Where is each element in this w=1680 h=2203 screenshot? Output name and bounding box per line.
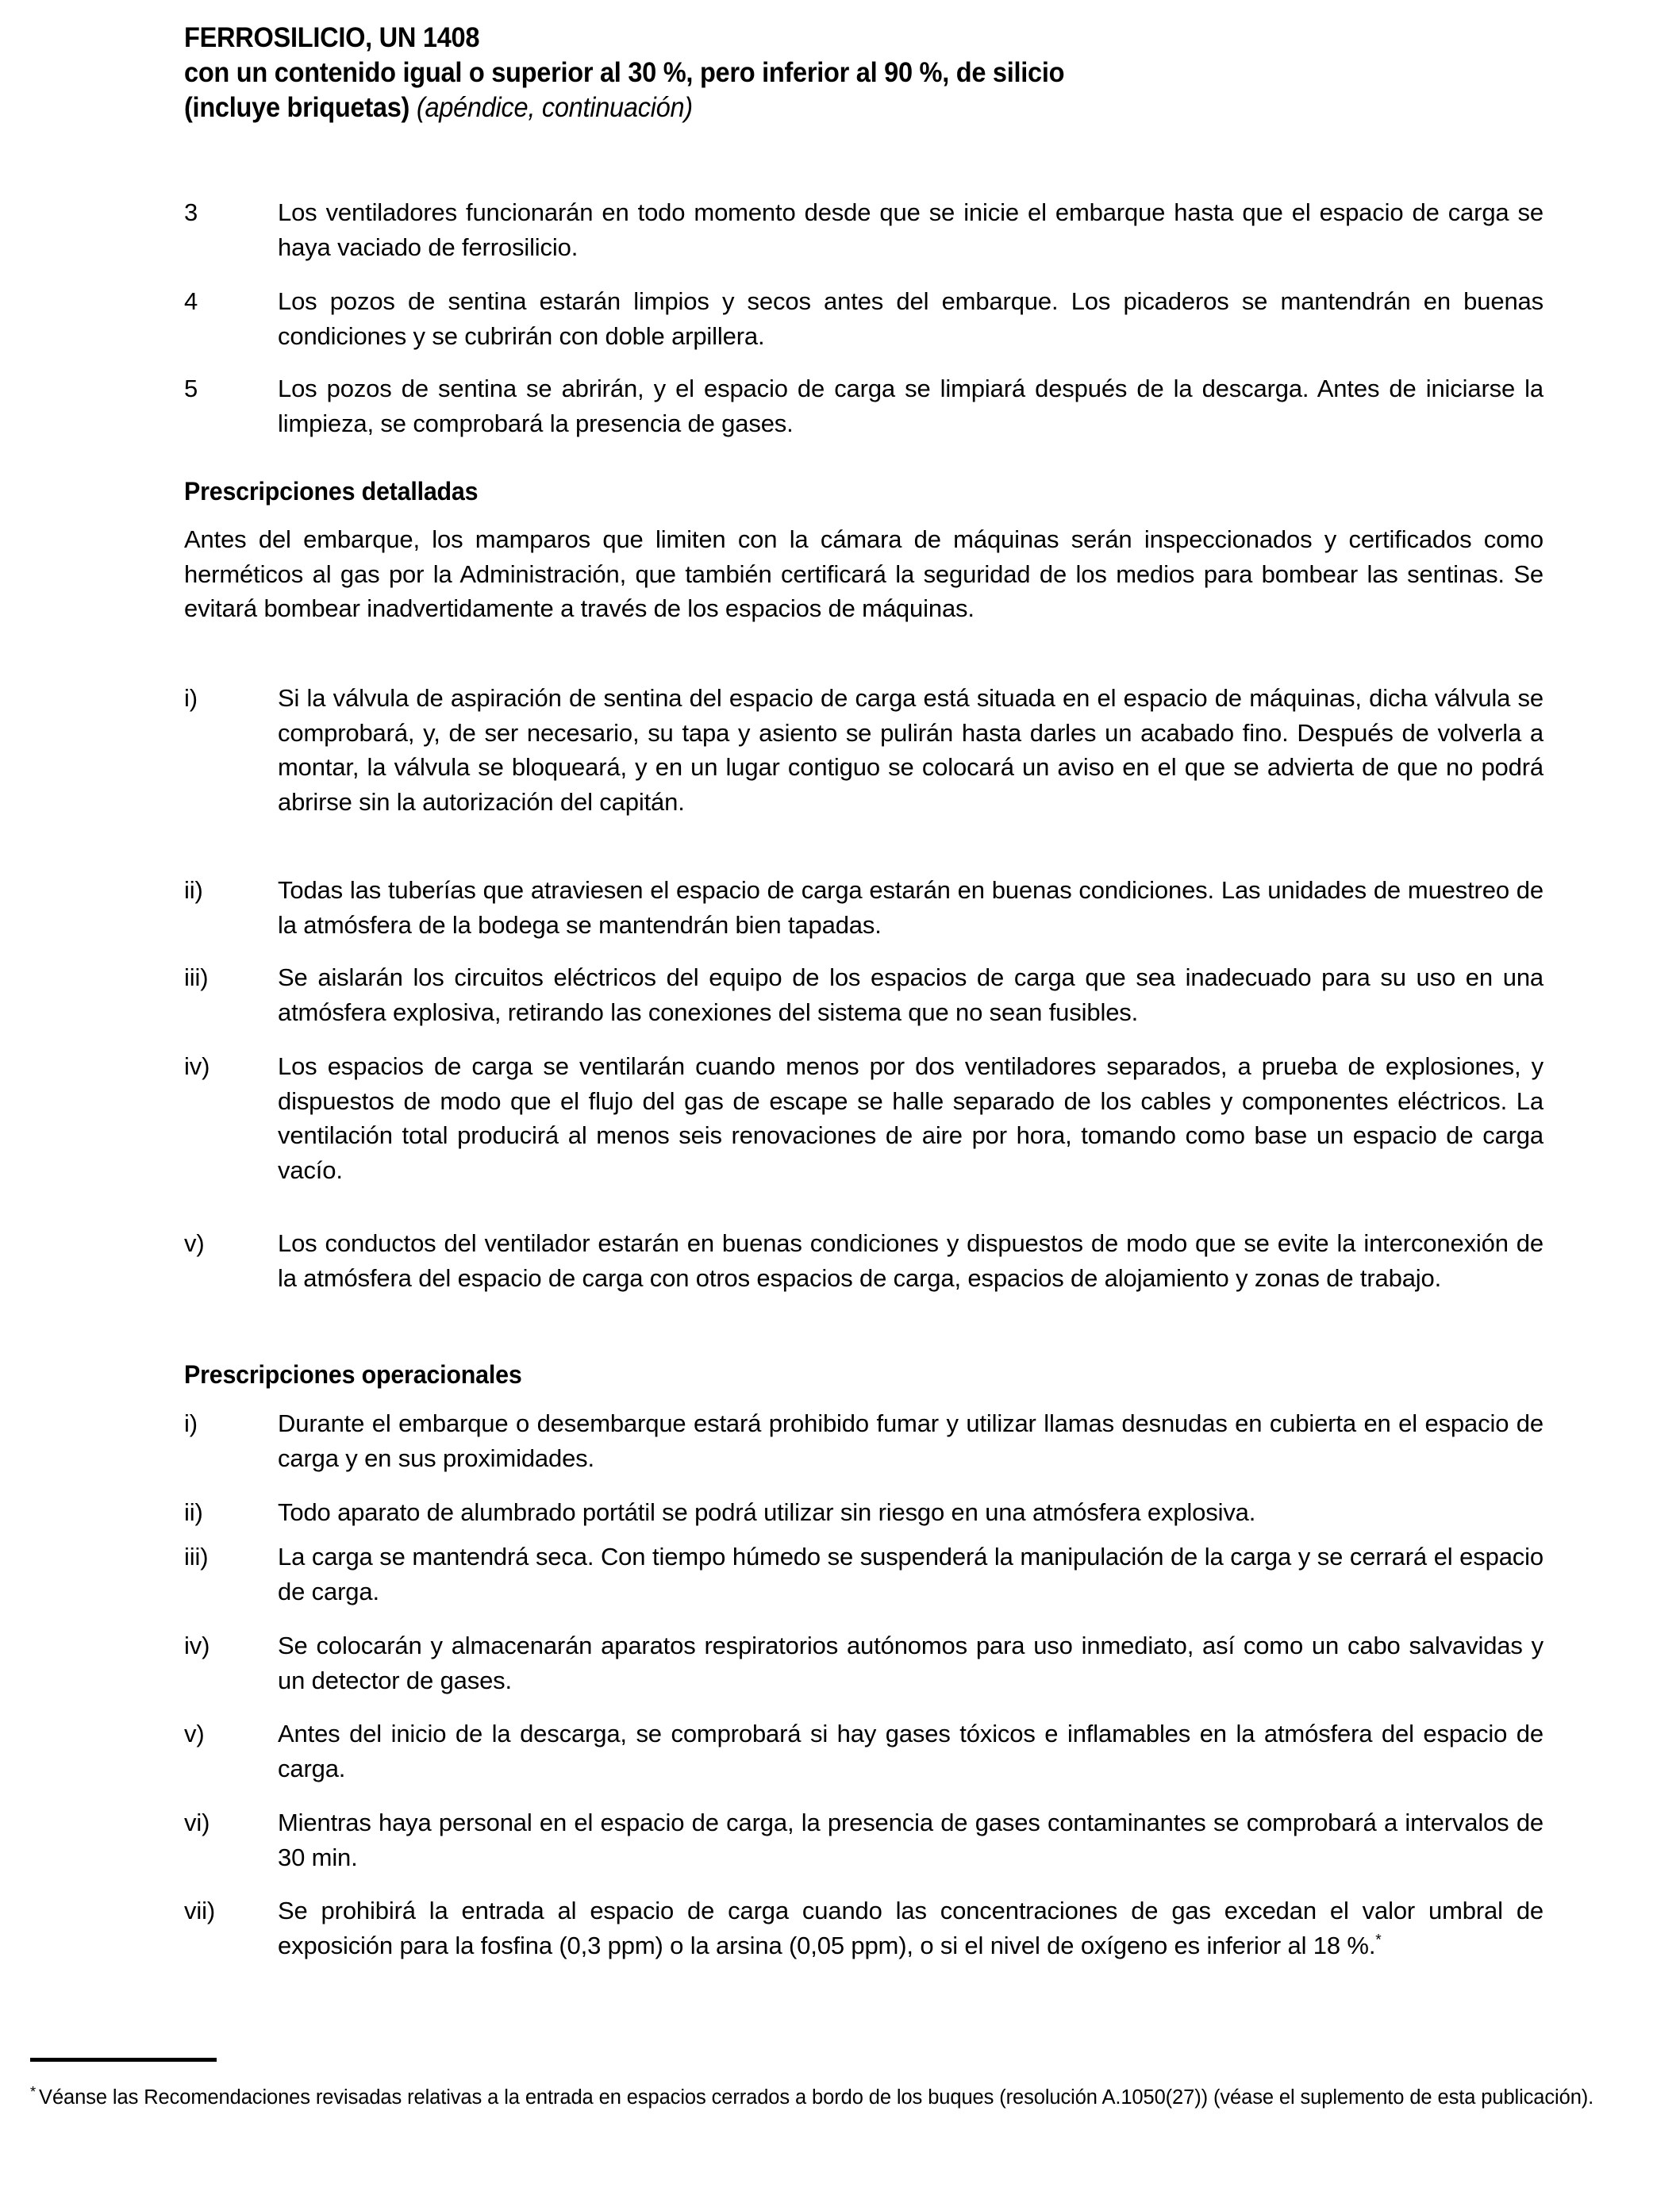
list-item-marker: i)	[184, 684, 198, 712]
list-item-marker: iv)	[184, 1052, 210, 1080]
footnote-divider	[30, 2058, 217, 2062]
list-item-text: Los conductos del ventilador estarán en buenas condiciones y dispuestos de modo que se evite la interconexión de la atmósfera del espacio de carga con otros espacios de carga, espacios de alojamiento y zonas de trabajo.	[278, 1229, 1544, 1292]
list-item-marker: ii)	[184, 876, 203, 904]
list-item-text: Los pozos de sentina estarán limpios y secos antes del embarque. Los picaderos se mantendrán en buenas condiciones y se cubrirán con doble arpillera.	[278, 287, 1544, 350]
list-item-marker: iii)	[184, 963, 209, 991]
list-item-marker: v)	[184, 1720, 205, 1747]
list-item-marker: iv)	[184, 1632, 210, 1659]
list-item-text	[278, 1894, 1544, 1963]
list-item-text: Los pozos de sentina se abrirán, y el espacio de carga se limpiará después de la descarga. Antes de iniciarse la limpieza, se comprobará la presencia de gases.	[278, 375, 1544, 437]
list-item-marker: 3	[184, 198, 198, 226]
list-item-text: Todo aparato de alumbrado portátil se podrá utilizar sin riesgo en una atmósfera explosiva.	[278, 1498, 1256, 1526]
title-line-3-bold: (incluye briquetas)	[184, 92, 410, 123]
list-item-marker: v)	[184, 1229, 205, 1257]
footnote-text: Véanse las Recomendaciones revisadas relativas a la entrada en espacios cerrados a bordo de los buques (resolución A.1050(27)) (véase el suplemento de esta publicación).	[39, 2086, 1594, 2109]
list-item-text: Se colocarán y almacenarán aparatos respiratorios autónomos para uso inmediato, así como un cabo salvavidas y un detector de gases.	[278, 1632, 1544, 1694]
list-item-text: Los ventiladores funcionarán en todo momento desde que se inicie el embarque hasta que el espacio de carga se haya vaciado de ferrosilicio.	[278, 198, 1544, 261]
list-item-text-body: Se prohibirá la entrada al espacio de carga cuando las concentraciones de gas excedan el valor umbral de exposición para la fosfina (0,3 ppm) o la arsina (0,05 ppm), o si el nivel de oxígeno es inferior al 18 %.	[278, 1897, 1544, 1959]
list-item-text: Durante el embarque o desembarque estará prohibido fumar y utilizar llamas desnudas en cubierta en el espacio de carga y en sus proximidades.	[278, 1409, 1544, 1472]
list-item-text: Antes del inicio de la descarga, se comprobará si hay gases tóxicos e inflamables en la atmósfera del espacio de carga.	[278, 1720, 1544, 1782]
title-line-3	[184, 90, 1450, 125]
footnote	[30, 2083, 1633, 2113]
title-line-1: FERROSILICIO, UN 1408	[184, 22, 480, 53]
footnote-star-icon: *	[30, 2082, 37, 2100]
section-heading-operational: Prescripciones operacionales	[184, 1360, 522, 1389]
section-intro-paragraph: Antes del embarque, los mamparos que limiten con la cámara de máquinas serán inspeccionados y certificados como herméticos al gas por la Administración, que también certificará la seguridad de los medios para bombear las sentinas. Se evitará bombear inadvertidamente a través de los espacios de máquinas.	[184, 525, 1544, 622]
list-item-text: Se aislarán los circuitos eléctricos del equipo de los espacios de carga que sea inadecuado para su uso en una atmósfera explosiva, retirando las conexiones del sistema que no sean fusibles.	[278, 963, 1544, 1026]
list-item-text: Todas las tuberías que atraviesen el espacio de carga estarán en buenas condiciones. Las unidades de muestreo de la atmósfera de la bodega se mantendrán bien tapadas.	[278, 876, 1544, 939]
list-item-text: Los espacios de carga se ventilarán cuando menos por dos ventiladores separados, a prueba de explosiones, y dispuestos de modo que el flujo del gas de escape se halle separado de los cables y componentes eléctricos. La ventilación total producirá al menos seis renovaciones de aire por hora, tomando como base un espacio de carga vacío.	[278, 1052, 1544, 1184]
section-heading-detailed: Prescripciones detalladas	[184, 477, 479, 506]
list-item-text: Mientras haya personal en el espacio de carga, la presencia de gases contaminantes se comprobará a intervalos de 30 min.	[278, 1809, 1544, 1871]
title-line-3-italic: (apéndice, continuación)	[416, 92, 693, 123]
list-item-marker: iii)	[184, 1543, 209, 1571]
title-line-2: con un contenido igual o superior al 30 %, pero inferior al 90 %, de silicio	[184, 57, 1065, 88]
list-item-marker: 5	[184, 375, 198, 402]
list-item-text: Si la válvula de aspiración de sentina del espacio de carga está situada en el espacio de máquinas, dicha válvula se comprobará, y, de ser necesario, su tapa y asiento se pulirán hasta darles un acabado fino. Después de volverla a montar, la válvula se bloqueará, y en un lugar contiguo se colocará un aviso en el que se advierta de que no podrá abrirse sin la autorización del capitán.	[278, 684, 1544, 816]
list-item-marker: i)	[184, 1409, 198, 1437]
list-item-text: La carga se mantendrá seca. Con tiempo húmedo se suspenderá la manipulación de la carga y se cerrará el espacio de carga.	[278, 1543, 1544, 1605]
list-item-marker: vii)	[184, 1897, 215, 1924]
list-item-marker: 4	[184, 287, 198, 315]
list-item-marker: ii)	[184, 1498, 203, 1526]
list-item-marker: vi)	[184, 1809, 210, 1836]
page-title	[184, 21, 1545, 125]
footnote-reference-mark: *	[1375, 1932, 1382, 1949]
